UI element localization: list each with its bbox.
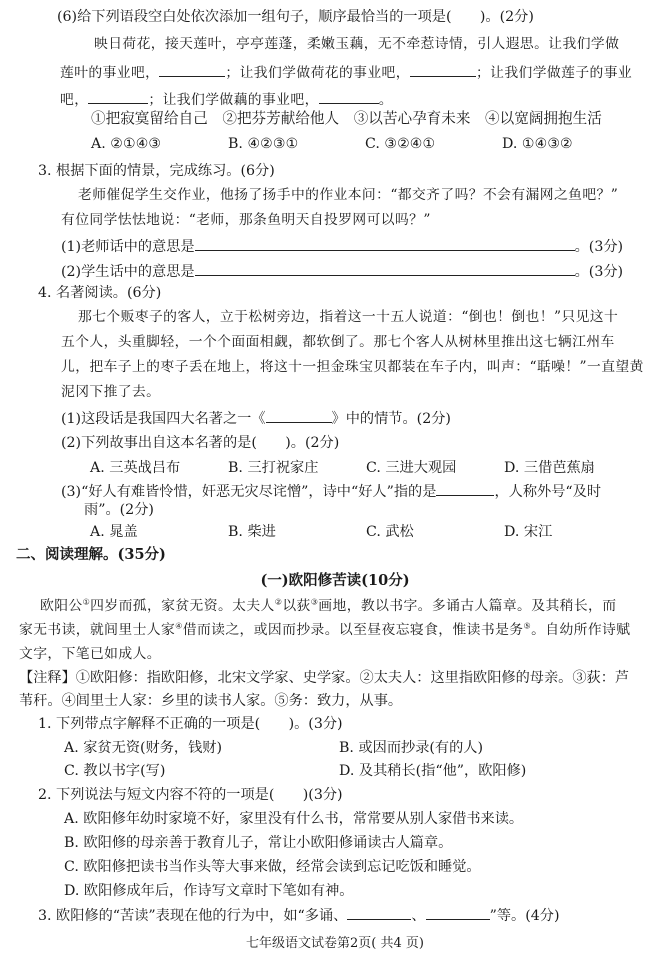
footnote-marker: ③ xyxy=(310,597,319,607)
q4-sub3: (3)“好人有难皆怜惜，奸恶无灾尽诧憎”，诗中“好人”指的是 ，人称外号“及时 xyxy=(61,481,601,502)
q4-sub2: (2)下列故事出自这本名著的是( )。(2分) xyxy=(61,435,340,451)
annotation-line-2: 苇秆。④闾里士人家：乡里的读书人家。⑤务：致力，从事。 xyxy=(19,693,403,709)
answer-blank[interactable] xyxy=(195,261,575,276)
answer-blank[interactable] xyxy=(347,905,411,920)
passage-text: 以荻 xyxy=(282,598,311,614)
option-d[interactable]: D. 宋江 xyxy=(504,524,553,540)
footnote-marker: ② xyxy=(274,597,283,607)
q4-sub3-continued: 雨”。(2分) xyxy=(84,502,154,518)
passage-line-1 xyxy=(40,596,616,616)
p2-q2-stem: 2. 下列说法与短文内容不符的一项是( )(3分) xyxy=(38,787,343,803)
annotation-line-1: 【注释】①欧阳修：指欧阳修，北宋文学家、史学家。②太夫人：这里指欧阳修的母亲。③荻：芦 xyxy=(19,670,630,686)
option-a[interactable]: A. 欧阳修年幼时家境不好，家里没有什么书，常常要从别人家借书来读。 xyxy=(64,811,524,827)
option-d[interactable]: D. 三借芭蕉扇 xyxy=(504,460,595,476)
answer-blank[interactable] xyxy=(410,62,476,77)
page-footer: 七年级语文试卷第2页( 共4 页) xyxy=(246,936,424,951)
option-d[interactable]: D. 欧阳修成年后，作诗写文章时下笔如有神。 xyxy=(64,883,354,899)
option-b[interactable]: B. 三打祝家庄 xyxy=(228,460,319,476)
option-d[interactable]: D. ①④③② xyxy=(502,136,573,152)
option-d[interactable]: D. 及其稍长(指“他”，欧阳修) xyxy=(339,763,527,779)
q4-sub3-options xyxy=(90,522,552,542)
option-a[interactable]: A. 三英战吕布 xyxy=(90,460,181,476)
option-b[interactable]: B. 或因而抄录(有的人) xyxy=(339,740,484,756)
passage-line-3: 文字，下笔已如成人。 xyxy=(19,646,161,662)
passage-title: (一)欧阳修苦读(10分) xyxy=(260,572,410,589)
option-c[interactable]: C. 三进大观园 xyxy=(366,460,457,476)
q6-passage-line-3: 吧， ；让我们学做藕的事业吧， 。 xyxy=(60,89,393,110)
option-a[interactable]: A. ②①④③ xyxy=(91,136,162,152)
q6-options xyxy=(91,134,573,154)
answer-blank[interactable] xyxy=(159,62,225,77)
p2-q3: 3. 欧阳修的“苦读”表现在他的行为中，如“多诵、 、 ”等。(4分) xyxy=(38,905,560,926)
q3-sub1: (1)老师话中的意思是 。(3分) xyxy=(61,236,623,257)
option-b[interactable]: B. ④②③① xyxy=(228,136,299,152)
answer-blank[interactable] xyxy=(195,236,575,251)
option-c[interactable]: C. 武松 xyxy=(366,524,414,540)
answer-blank[interactable] xyxy=(319,89,379,104)
q3-sub2: (2)学生话中的意思是 。(3分) xyxy=(61,261,623,282)
option-c[interactable]: C. ③②④① xyxy=(365,136,436,152)
answer-blank[interactable] xyxy=(426,905,490,920)
option-a[interactable]: A. 家贫无资(财务，钱财) xyxy=(64,740,223,756)
p2-q1-stem: 1. 下列带点字解释不正确的一项是( )。(3分) xyxy=(38,716,343,732)
q4-passage-line-1: 那七个贩枣子的客人，立于松树旁边，指着这一十五人说道：“倒也！倒也！”只见这十 xyxy=(78,309,619,325)
answer-blank[interactable] xyxy=(436,481,494,496)
q4-passage-line-3: 儿，把车子上的枣子丢在地上，将这十一担金珠宝贝都装在车子内，叫声：“聒噪！”一直望黄 xyxy=(61,359,644,375)
part2-heading: 二、阅读理解。(35分) xyxy=(16,546,166,563)
q4-sub2-options xyxy=(90,458,595,478)
option-c[interactable]: C. 欧阳修把读书当作头等大事来做，经常会读到忘记吃饭和睡觉。 xyxy=(64,859,481,875)
q3-scene-line-1: 老师催促学生交作业，他扬了扬手中的作业本问：“都交齐了吗？不会有漏网之鱼吧？” xyxy=(78,187,619,203)
p2-q1-options-row-1 xyxy=(64,738,483,758)
q3-stem: 3. 根据下面的情景，完成练习。(6分) xyxy=(38,163,275,179)
p2-q1-options-row-2 xyxy=(64,761,526,781)
q6-stem: (6)给下列语段空白处依次添加一组句子，顺序最恰当的一项是( )。(2分) xyxy=(57,9,534,25)
passage-text: 借而读之，或因而抄录。以至昼夜忘寝食，惟读书是务 xyxy=(182,622,524,638)
q4-sub1: (1)这段话是我国四大名著之一《 》中的情节。(2分) xyxy=(61,408,451,429)
q4-passage-line-2: 五个人，头重脚轻，一个个面面相觑，都软倒了。那七个客人从树林里推出这七辆江州车 xyxy=(61,334,615,350)
option-a[interactable]: A. 晁盖 xyxy=(90,524,138,540)
passage-text: 家无书读，就闾里士人家 xyxy=(19,622,176,638)
footnote-marker: ④ xyxy=(175,621,183,631)
q6-items: ①把寂寞留给自己 ②把芬芳献给他人 ③以苦心孕育未来 ④以宽阔拥抱生活 xyxy=(91,110,602,127)
passage-line-2 xyxy=(19,620,630,640)
passage-text: 欧阳公 xyxy=(40,598,83,614)
q4-stem: 4. 名著阅读。(6分) xyxy=(38,285,162,301)
option-c[interactable]: C. 教以书字(写) xyxy=(64,763,166,779)
q6-passage-line-1: 映日荷花，接天莲叶，亭亭莲蓬，柔嫩玉藕，无不牵惹诗情，引人遐思。让我们学做 xyxy=(94,36,620,52)
passage-text: 。自幼所作诗赋 xyxy=(531,622,631,638)
q6-passage-line-2: 莲叶的事业吧， ；让我们学做荷花的事业吧， ；让我们学做莲子的事业 xyxy=(60,62,632,83)
answer-blank[interactable] xyxy=(88,89,148,104)
footnote-marker: ① xyxy=(82,597,91,607)
passage-text: 画地，教以书字。多诵古人篇章。及其稍长，而 xyxy=(318,598,617,614)
passage-text: 四岁而孤，家贫无资。太夫人 xyxy=(90,598,275,614)
q4-passage-line-4: 泥冈下推了去。 xyxy=(61,384,161,400)
option-b[interactable]: B. 欧阳修的母亲善于教育儿子，常让小欧阳修诵读古人篇章。 xyxy=(64,835,453,851)
option-b[interactable]: B. 柴进 xyxy=(228,524,276,540)
footnote-marker: ⑤ xyxy=(523,621,532,631)
answer-blank[interactable] xyxy=(266,408,332,423)
q3-scene-line-2: 有位同学怯怯地说：“老师，那条鱼明天自投罗网可以吗？” xyxy=(61,212,431,228)
